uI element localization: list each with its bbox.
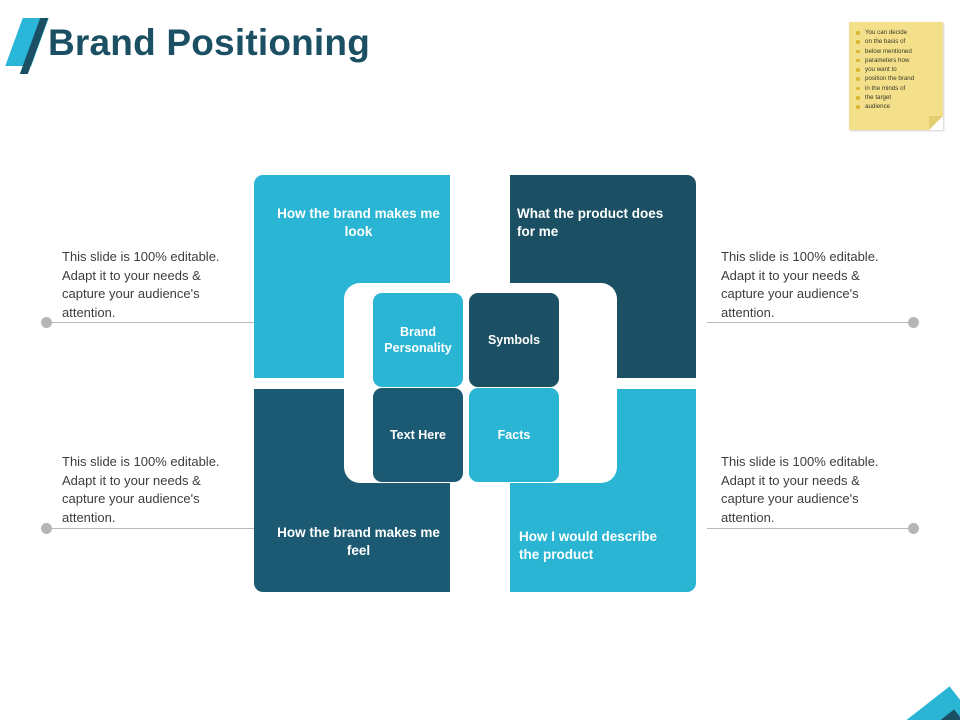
- connector-line-top-right: [707, 322, 911, 323]
- quadrant-label: How the brand makes me look: [277, 206, 440, 239]
- sticky-note-list: [849, 22, 943, 112]
- callout-bottom-left: This slide is 100% editable. Adapt it to your needs & capture your audience's attention.: [62, 454, 220, 525]
- inner-tile-symbols[interactable]: Symbols: [469, 293, 559, 387]
- quadrant-label: What the product does for me: [517, 206, 664, 239]
- list-item: you want to: [865, 65, 937, 74]
- list-item: in the minds of: [865, 84, 937, 93]
- list-item: audience: [865, 102, 937, 111]
- title-accent-mark: [14, 18, 48, 70]
- corner-accent-mark: [898, 662, 960, 720]
- list-item: on the basis of: [865, 37, 937, 46]
- callout-top-right: This slide is 100% editable. Adapt it to your needs & capture your audience's attention.: [721, 249, 879, 320]
- inner-tile-facts[interactable]: Facts: [469, 388, 559, 482]
- page-title: Brand Positioning: [48, 22, 371, 63]
- inner-tile-text-here[interactable]: Text Here: [373, 388, 463, 482]
- list-item: parameters how: [865, 56, 937, 65]
- list-item: below mentioned: [865, 47, 937, 56]
- connector-line-bottom-left: [50, 528, 254, 529]
- list-item: You can decide: [865, 28, 937, 37]
- callout-bottom-right: This slide is 100% editable. Adapt it to your needs & capture your audience's attention.: [721, 454, 879, 525]
- sticky-note-fold: [929, 116, 943, 130]
- inner-tile-brand-personality[interactable]: Brand Personality: [373, 293, 463, 387]
- list-item: position the brand: [865, 74, 937, 83]
- callout-top-left: This slide is 100% editable. Adapt it to your needs & capture your audience's attention.: [62, 249, 220, 320]
- quadrant-label: How the brand makes me feel: [277, 525, 440, 558]
- sticky-note: [849, 22, 943, 130]
- connector-line-top-left: [50, 322, 254, 323]
- quadrant-label: How I would describe the product: [519, 529, 658, 562]
- list-item: the target: [865, 93, 937, 102]
- connector-line-bottom-right: [707, 528, 911, 529]
- positioning-matrix: [254, 175, 707, 592]
